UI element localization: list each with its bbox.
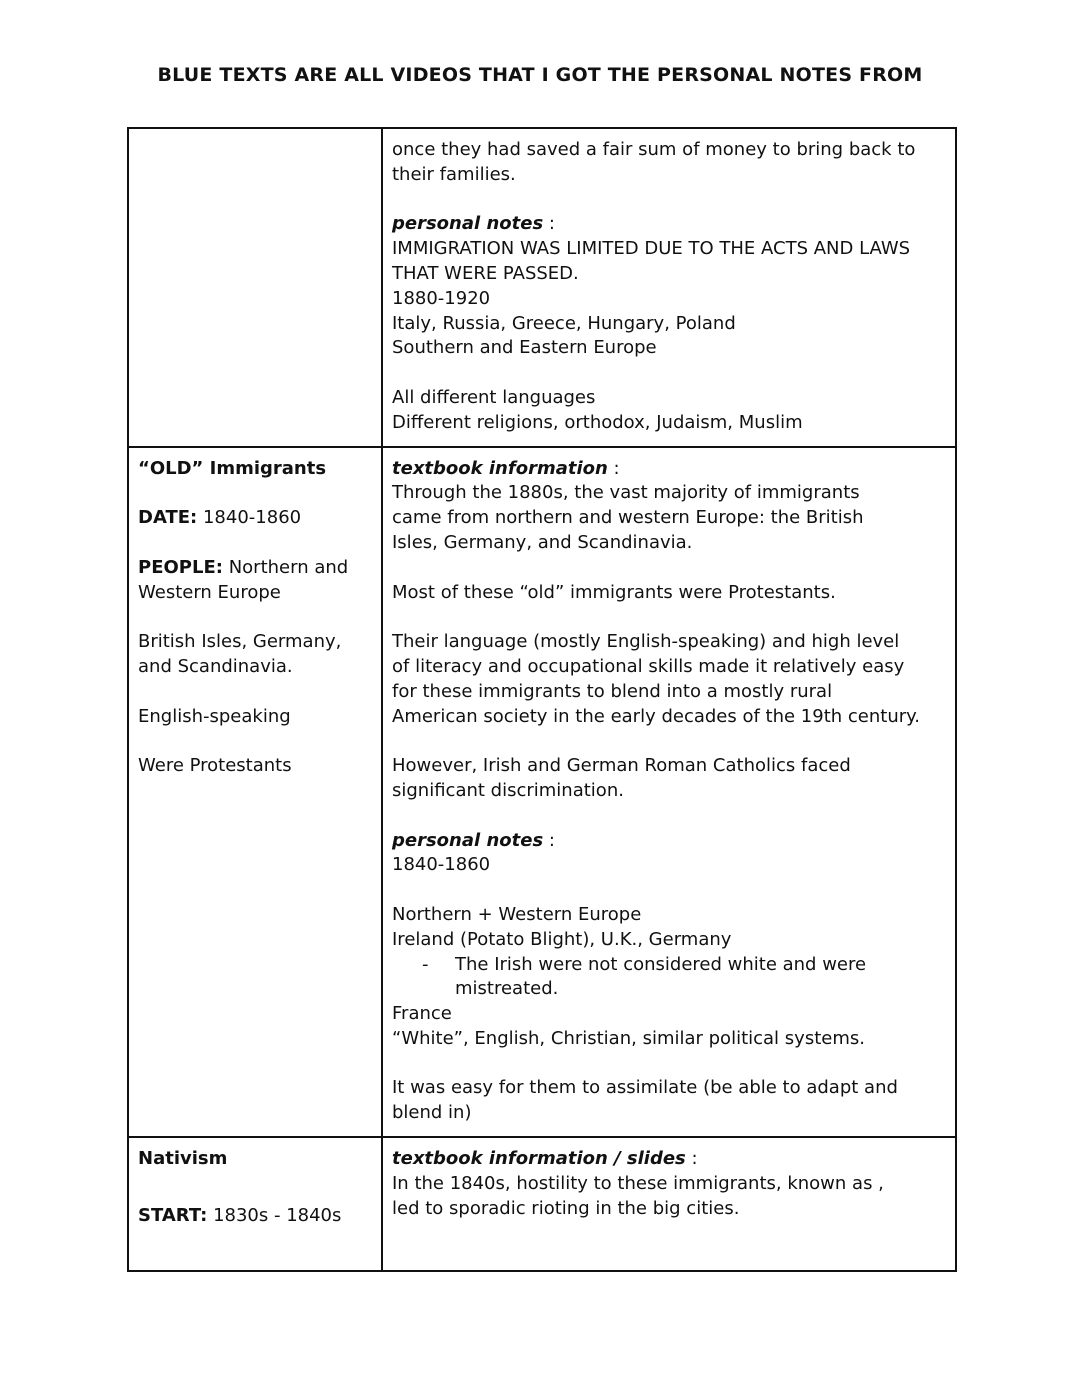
text-line: of literacy and occupational skills made it relatively easy	[392, 655, 905, 677]
note-line: Different religions, orthodox, Judaism, Muslim	[392, 411, 803, 433]
table-row	[128, 447, 956, 1138]
note-line: blend in)	[392, 1102, 472, 1124]
bullet-text: The Irish were not considered white and were mistreated.	[455, 953, 867, 1000]
text-line: Through the 1880s, the vast majority of immigrants	[392, 482, 860, 504]
table-row	[128, 128, 956, 447]
old-immigrants-notes-cell	[382, 447, 956, 1138]
note-line: IMMIGRATION WAS LIMITED DUE TO THE ACTS AND LAWS	[392, 238, 911, 260]
note-line: France	[392, 1003, 452, 1025]
text-line: Isles, Germany, and Scandinavia.	[392, 531, 693, 553]
old-immigrants-topic-cell	[128, 447, 382, 1138]
text-line: led to sporadic rioting in the big cities.	[392, 1197, 740, 1219]
note-line: All different languages	[392, 386, 596, 408]
note-line: Italy, Russia, Greece, Hungary, Poland	[392, 312, 736, 334]
note-line: Northern + Western Europe	[392, 903, 642, 925]
personal-notes-heading: personal notes :	[392, 829, 555, 851]
text-line: significant discrimination.	[392, 779, 624, 801]
continuation-line: once they had saved a fair sum of money to bring back to	[392, 139, 916, 160]
nativism-notes-cell	[382, 1137, 956, 1271]
row1-topic-cell	[128, 128, 382, 447]
note-line: “White”, English, Christian, similar political systems.	[392, 1027, 865, 1049]
note-line: Ireland (Potato Blight), U.K., Germany	[392, 928, 732, 950]
text-line: American society in the early decades of the 19th century.	[392, 705, 920, 727]
textbook-heading: textbook information :	[392, 457, 620, 479]
text-line: In the 1840s, hostility to these immigrants, known as ,	[392, 1172, 884, 1194]
dash-bullet: -	[422, 953, 429, 975]
page-heading: BLUE TEXTS ARE ALL VIDEOS THAT I GOT THE PERSONAL NOTES FROM	[157, 64, 923, 86]
countries-line: and Scandinavia.	[138, 655, 293, 677]
note-line: It was easy for them to assimilate (be able to adapt and	[392, 1077, 898, 1099]
nativism-topic-cell	[128, 1137, 382, 1271]
continuation-line: their families.	[392, 163, 516, 185]
text-line: However, Irish and German Roman Catholics faced	[392, 755, 851, 777]
people-line: PEOPLE: Northern and	[138, 556, 349, 578]
text-line: came from northern and western Europe: the British	[392, 507, 864, 529]
row1-notes-cell	[382, 128, 956, 447]
people-line: Western Europe	[138, 581, 281, 603]
start-line: START: 1830s - 1840s	[138, 1204, 342, 1226]
date-line: DATE: 1840-1860	[138, 507, 302, 529]
religion-line: Were Protestants	[138, 755, 292, 777]
notes-table	[127, 127, 957, 1272]
language-line: English-speaking	[138, 705, 291, 727]
list-item	[392, 953, 947, 1003]
text-line: for these immigrants to blend into a mostly rural	[392, 680, 833, 702]
topic-title: Nativism	[138, 1148, 228, 1170]
note-line: Southern and Eastern Europe	[392, 337, 657, 359]
text-line: Most of these “old” immigrants were Protestants.	[392, 581, 836, 603]
note-line: 1880-1920	[392, 287, 491, 309]
note-line: THAT WERE PASSED.	[392, 262, 579, 284]
topic-title: “OLD” Immigrants	[138, 457, 327, 479]
personal-notes-heading: personal notes :	[392, 213, 555, 235]
table-row	[128, 1137, 956, 1271]
textbook-heading: textbook information / slides :	[392, 1148, 698, 1170]
note-line: 1840-1860	[392, 854, 491, 876]
countries-line: British Isles, Germany,	[138, 631, 342, 653]
text-line: Their language (mostly English-speaking) and high level	[392, 631, 900, 653]
